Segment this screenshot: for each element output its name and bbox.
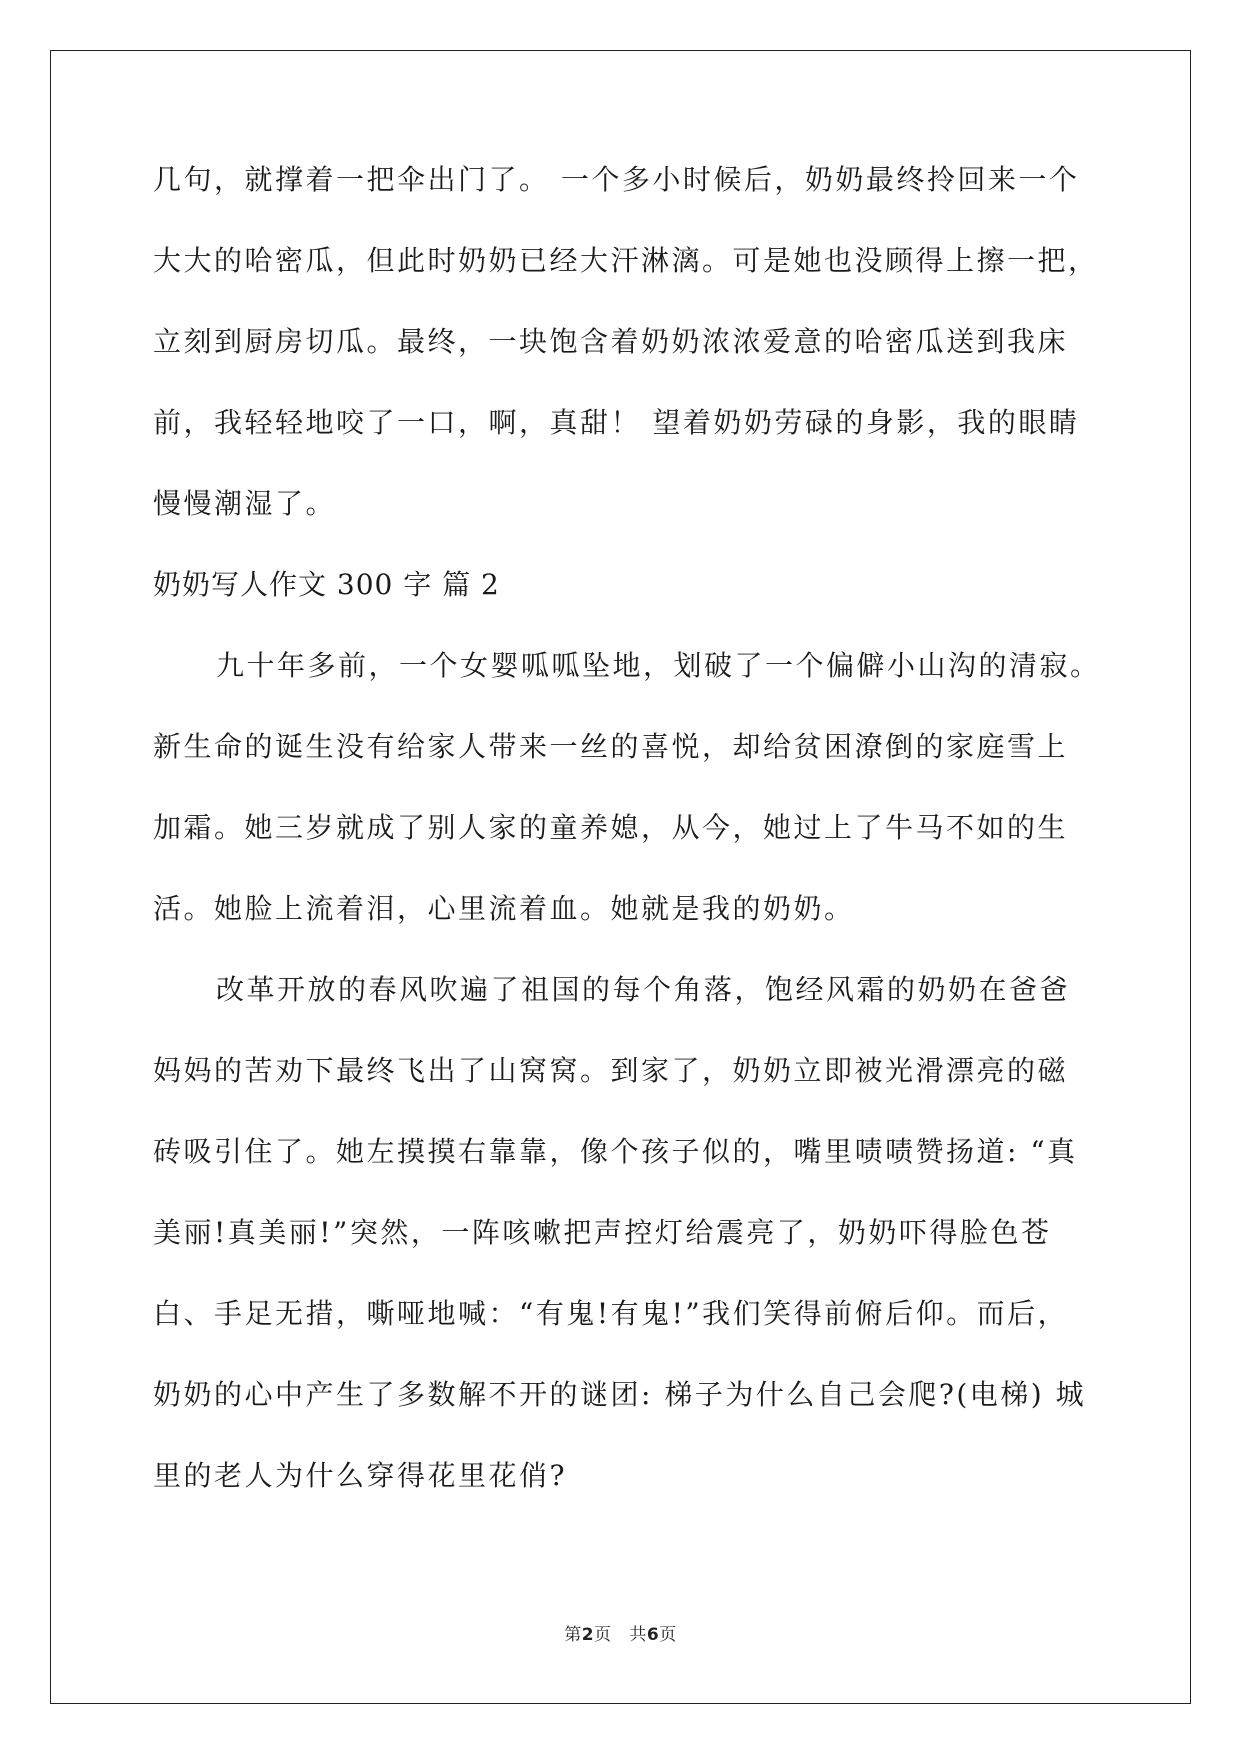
page-suffix: 页: [594, 1625, 612, 1645]
text-line: 新生命的诞生没有给家人带来一丝的喜悦，却给贫困潦倒的家庭雪上: [153, 730, 1069, 763]
text-line: 大大的哈密瓜，但此时奶奶已经大汗淋漓。可是她也没顾得上擦一把，: [153, 244, 1099, 277]
text-line: 立刻到厨房切瓜。最终，一块饱含着奶奶浓浓爱意的哈密瓜送到我床: [153, 325, 1069, 358]
section-heading: 奶奶写人作文 300 字 篇 2: [153, 568, 500, 601]
text-line: 活。她脸上流着泪，心里流着血。她就是我的奶奶。: [153, 892, 855, 925]
text-line: 里的老人为什么穿得花里花俏?: [153, 1459, 568, 1492]
text-line: 几句，就撑着一把伞出门了。 一个多小时候后，奶奶最终拎回来一个: [153, 163, 1080, 196]
total-prefix: 共: [629, 1625, 647, 1645]
text-line: 前，我轻轻地咬了一口，啊，真甜！ 望着奶奶劳碌的身影，我的眼睛: [153, 406, 1080, 439]
paragraph-3: [153, 970, 1093, 1537]
total-pages: 6: [646, 1625, 660, 1645]
text-line: 美丽!真美丽!”突然，一阵咳嗽把声控灯给震亮了，奶奶吓得脸色苍: [153, 1216, 1052, 1249]
text-line: 加霜。她三岁就成了别人家的童养媳，从今，她过上了牛马不如的生: [153, 811, 1069, 844]
text-line: 九十年多前，一个女婴呱呱坠地，划破了一个偏僻小山沟的清寂。: [216, 649, 1101, 682]
paragraph-1: [153, 160, 1099, 565]
text-line: 砖吸引住了。她左摸摸右靠靠，像个孩子似的，嘴里啧啧赞扬道: “真: [153, 1135, 1078, 1168]
text-line: 妈妈的苦劝下最终飞出了山窝窝。到家了，奶奶立即被光滑漂亮的磁: [153, 1054, 1069, 1087]
page-footer: [0, 1620, 1241, 1645]
text-line: 慢慢潮湿了。: [153, 487, 337, 520]
page-number: 2: [581, 1625, 595, 1645]
text-line: 白、手足无措，嘶哑地喊：“有鬼!有鬼!”我们笑得前俯后仰。而后，: [153, 1297, 1069, 1330]
document-body: [153, 160, 1101, 1537]
paragraph-2: [153, 646, 1101, 970]
page-prefix: 第: [564, 1625, 582, 1645]
text-line: 奶奶的心中产生了多数解不开的谜团: 梯子为什么自己会爬?(电梯) 城: [153, 1378, 1087, 1411]
text-line: 改革开放的春风吹遍了祖国的每个角落，饱经风霜的奶奶在爸爸: [216, 973, 1071, 1006]
total-suffix: 页: [659, 1625, 677, 1645]
